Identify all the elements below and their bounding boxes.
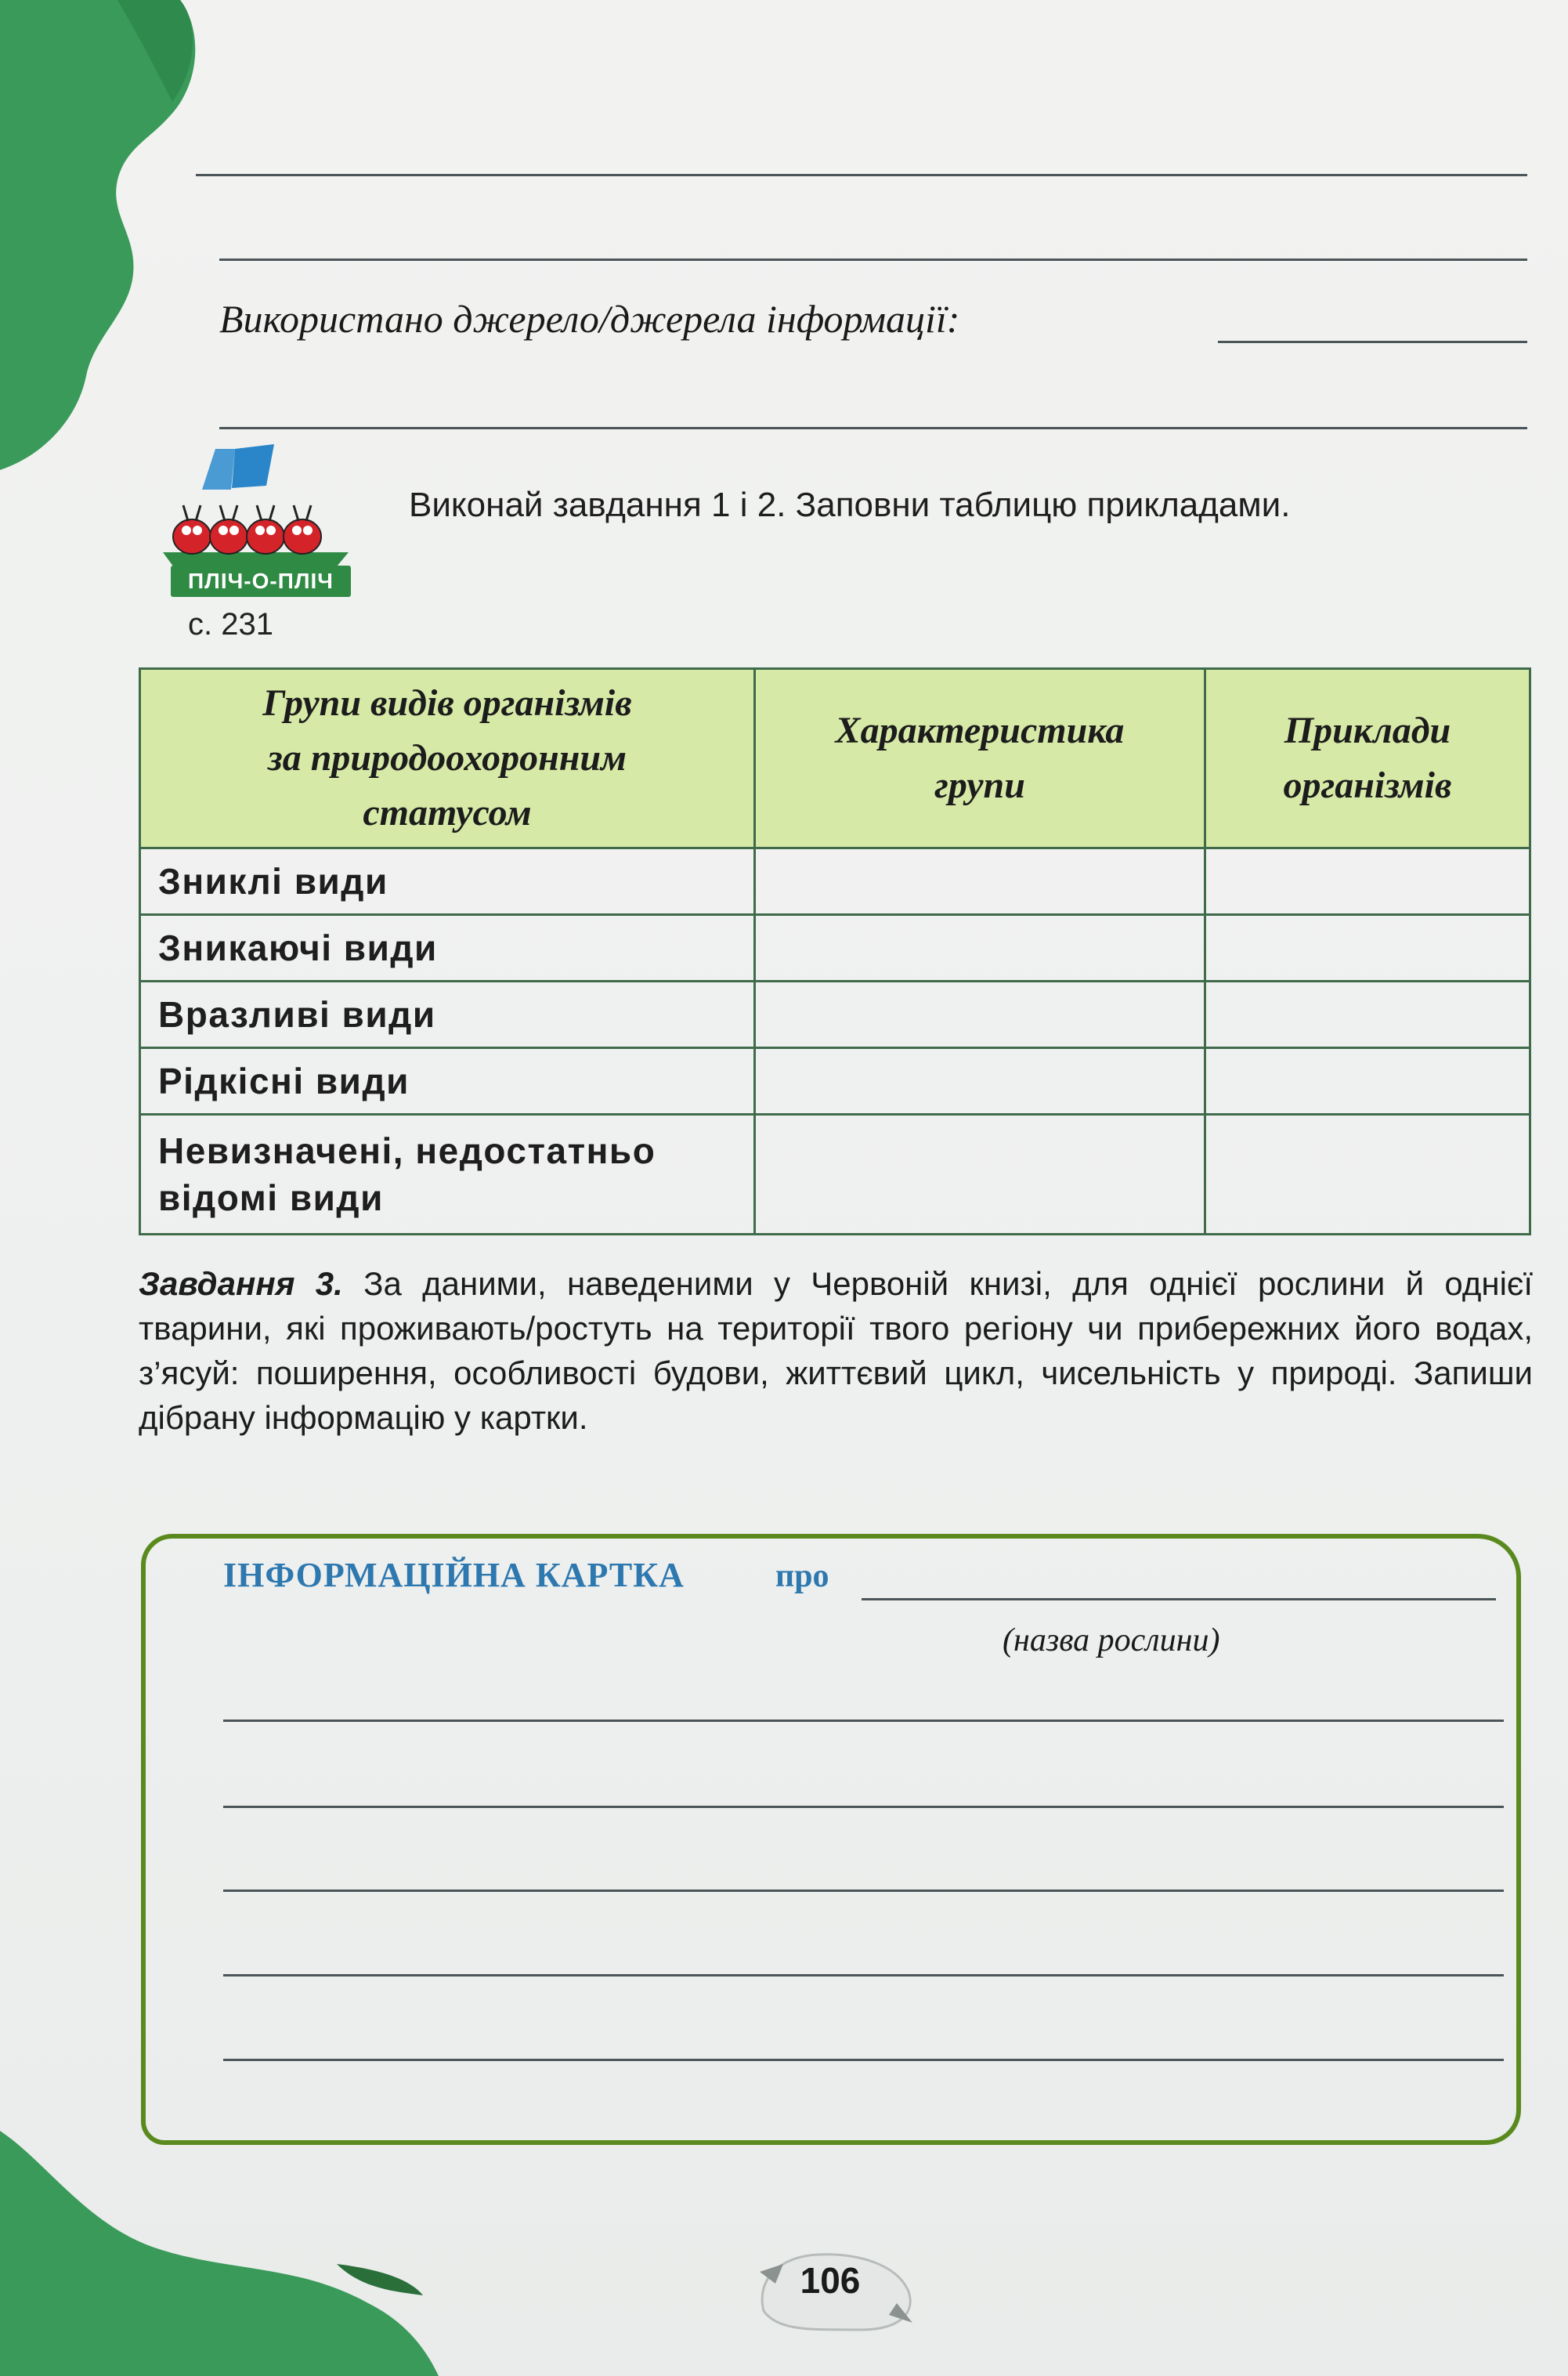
table-row xyxy=(140,1115,1530,1235)
plant-name-caption: (назва рослини) xyxy=(1003,1622,1220,1658)
examples-cell[interactable] xyxy=(1205,848,1530,915)
table-row xyxy=(140,1048,1530,1115)
task3-text: За даними, наведеними у Червоній книзі, для однієї рослини й однієї тварини, які проживають/ростуть на території твого регіону чи прибережних його водах, з’ясуй: поширення, особливості будови, життєвий цикл, чисельність у природі. Запиши дібрану інформацію у картки. xyxy=(139,1265,1534,1436)
characteristic-cell[interactable] xyxy=(755,1048,1205,1115)
header-line: Характеристика xyxy=(835,710,1125,751)
table-header-row xyxy=(140,669,1530,848)
characteristic-cell[interactable] xyxy=(755,1115,1205,1235)
page-reference: с. 231 xyxy=(188,607,273,642)
header-characteristic xyxy=(755,669,1205,848)
row-label: Вразливі види xyxy=(140,982,755,1048)
row-label-line: відомі види xyxy=(158,1177,384,1218)
source-label: Використано джерело/джерела інформації: xyxy=(219,297,960,341)
mascot-label: ПЛІЧ-О-ПЛІЧ xyxy=(171,566,351,597)
writing-line[interactable] xyxy=(196,174,1527,176)
examples-cell[interactable] xyxy=(1205,915,1530,982)
examples-cell[interactable] xyxy=(1205,982,1530,1048)
header-line: Групи видів організмів xyxy=(262,682,632,724)
card-writing-line[interactable] xyxy=(223,1806,1504,1808)
header-line: організмів xyxy=(1283,765,1452,806)
task3-paragraph xyxy=(139,1261,1533,1440)
card-writing-line[interactable] xyxy=(223,2059,1504,2061)
characteristic-cell[interactable] xyxy=(755,848,1205,915)
characteristic-cell[interactable] xyxy=(755,915,1205,982)
page-number: 106 xyxy=(800,2260,861,2301)
row-label: Зникаючі види xyxy=(140,915,755,982)
characteristic-cell[interactable] xyxy=(755,982,1205,1048)
task3-title: Завдання 3. xyxy=(139,1265,343,1302)
card-writing-line[interactable] xyxy=(223,1890,1504,1892)
task-instruction: Виконай завдання 1 і 2. Заповни таблицю прикладами. xyxy=(409,486,1291,524)
writing-line[interactable] xyxy=(219,259,1527,261)
header-groups xyxy=(140,669,755,848)
header-line: Приклади xyxy=(1284,710,1451,751)
info-card-frame xyxy=(141,1534,1521,2145)
source-answer-line[interactable] xyxy=(1218,341,1527,343)
examples-cell[interactable] xyxy=(1205,1048,1530,1115)
row-label: Зниклі види xyxy=(140,848,755,915)
header-line: за природоохоронним xyxy=(267,737,627,779)
row-label: Рідкісні види xyxy=(140,1048,755,1115)
row-label xyxy=(140,1115,755,1235)
table-row xyxy=(140,982,1530,1048)
row-label-line: Невизначені, недостатньо xyxy=(158,1130,656,1171)
info-card-title: ІНФОРМАЦІЙНА КАРТКА xyxy=(223,1556,685,1594)
writing-line[interactable] xyxy=(219,427,1527,429)
info-card-title-suffix: про xyxy=(775,1558,829,1594)
table-row xyxy=(140,848,1530,915)
examples-cell[interactable] xyxy=(1205,1115,1530,1235)
plant-name-line[interactable] xyxy=(862,1598,1496,1600)
card-writing-line[interactable] xyxy=(223,1720,1504,1722)
header-examples xyxy=(1205,669,1530,848)
table-row xyxy=(140,915,1530,982)
decorative-green-shape-top xyxy=(0,0,258,486)
header-line: статусом xyxy=(363,792,532,834)
species-status-table xyxy=(139,667,1531,1235)
header-line: групи xyxy=(934,765,1025,806)
card-writing-line[interactable] xyxy=(223,1974,1504,1976)
